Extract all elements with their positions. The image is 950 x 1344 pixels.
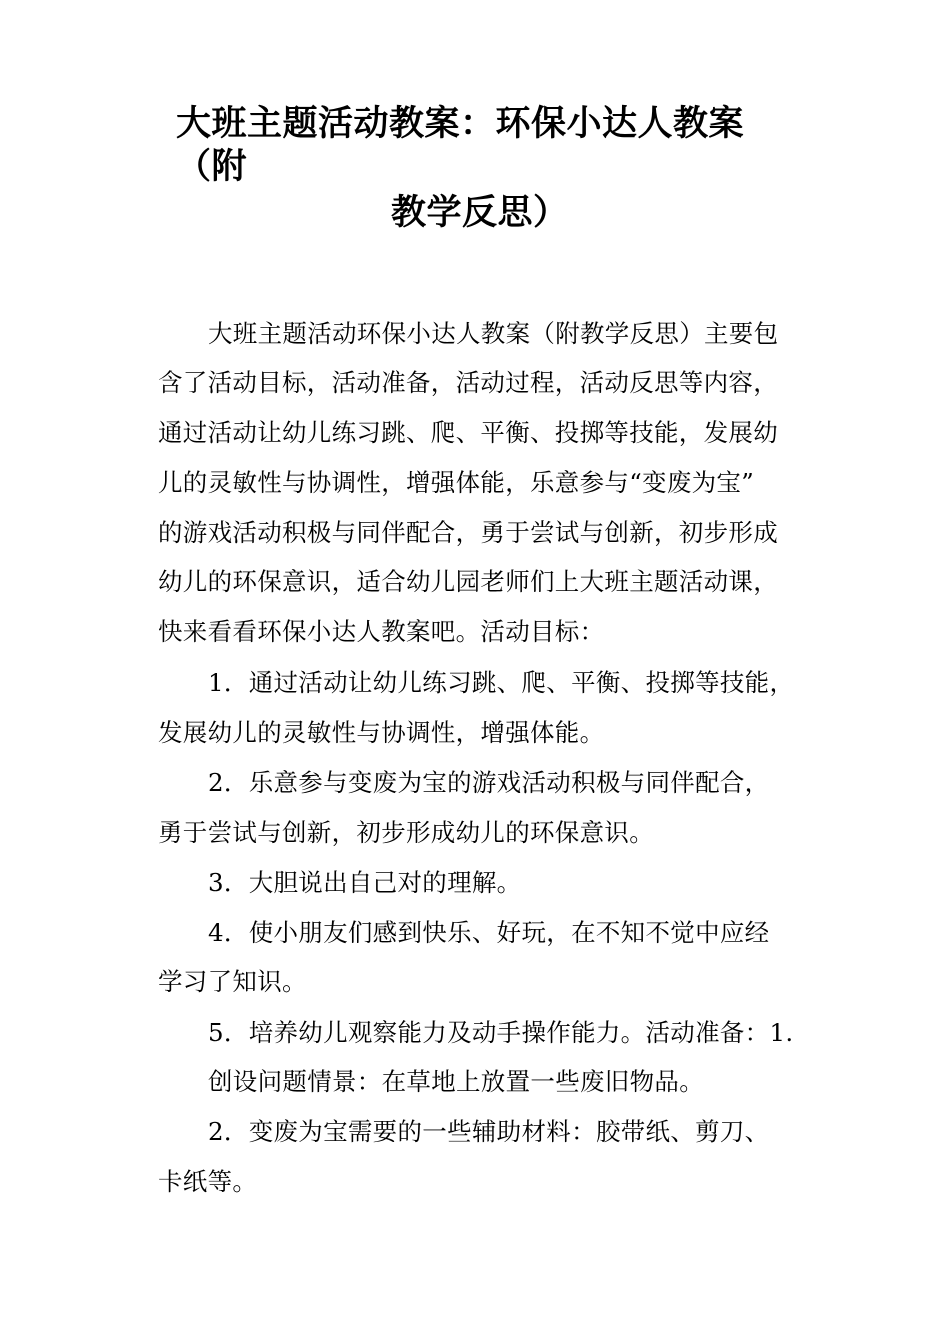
preparation-item-2: 2．变废为宝需要的一些辅助材料：胶带纸、剪刀、 [208, 1117, 770, 1146]
body-line: 通过活动让幼儿练习跳、爬、平衡、投掷等技能，发展幼 [158, 418, 778, 447]
body-line: 含了活动目标，活动准备，活动过程，活动反思等内容， [158, 368, 778, 397]
body-line: 快来看看环保小达人教案吧。活动目标： [158, 617, 605, 646]
preparation-item-1: 创设问题情景：在草地上放置一些废旧物品。 [208, 1067, 704, 1096]
objective-item-2: 2．乐意参与变废为宝的游戏活动积极与同伴配合， [208, 768, 770, 797]
objective-item-3: 3．大胆说出自己对的理解。 [208, 868, 522, 897]
body-line: 勇于尝试与创新，初步形成幼儿的环保意识。 [158, 818, 654, 847]
document-title-line-1: 大班主题活动教案：环保小达人教案 [176, 104, 745, 144]
body-line: 幼儿的环保意识，适合幼儿园老师们上大班主题活动课， [158, 567, 778, 596]
body-line: 儿的灵敏性与协调性，增强体能，乐意参与“变废为宝” [158, 468, 755, 497]
body-line: 大班主题活动环保小达人教案（附教学反思）主要包 [208, 319, 779, 348]
body-line: 卡纸等。 [158, 1167, 258, 1196]
objective-item-5: 5．培养幼儿观察能力及动手操作能力。活动准备：1. [208, 1018, 794, 1047]
body-line: 发展幼儿的灵敏性与协调性，增强体能。 [158, 718, 605, 747]
document-title-line-2: （附 [176, 147, 248, 187]
document-title-line-3: 教学反思） [391, 193, 569, 233]
body-line: 学习了知识。 [158, 967, 307, 996]
body-line: 的游戏活动积极与同伴配合，勇于尝试与创新，初步形成 [158, 518, 778, 547]
objective-item-4: 4．使小朋友们感到快乐、好玩，在不知不觉中应经 [208, 918, 770, 947]
objective-item-1: 1．通过活动让幼儿练习跳、爬、平衡、投掷等技能， [208, 668, 795, 697]
